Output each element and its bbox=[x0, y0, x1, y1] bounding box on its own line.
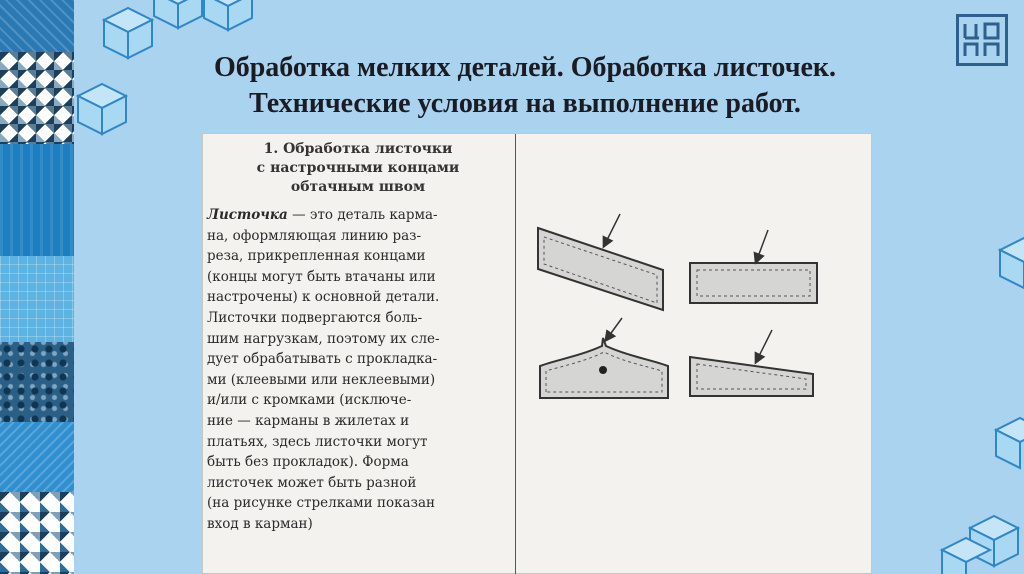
body-line: дует обрабатывать с прокладка- bbox=[207, 351, 438, 368]
body-line: на, оформляющая линию раз- bbox=[207, 227, 422, 244]
pattern-tile bbox=[0, 342, 74, 422]
slide-title bbox=[120, 50, 930, 122]
welt-figures bbox=[516, 134, 872, 574]
title-line-2: Технические условия на выполнение работ. bbox=[249, 88, 801, 119]
section-heading bbox=[207, 140, 509, 197]
body-line: (на рисунке стрелками показан bbox=[207, 495, 435, 512]
body-line-rest: — это деталь карма- bbox=[287, 207, 438, 223]
text-column bbox=[207, 140, 509, 535]
decorative-left-strip bbox=[0, 0, 74, 574]
curved-welt-figure bbox=[540, 318, 668, 398]
body-line: вход в карман) bbox=[207, 515, 313, 532]
body-line: реза, прикрепленная концами bbox=[207, 248, 426, 265]
body-line: настрочены) к основной детали. bbox=[207, 289, 440, 306]
pattern-tile bbox=[0, 492, 74, 574]
slanted-welt-figure bbox=[538, 214, 663, 310]
body-line: (концы могут быть втачаны или bbox=[207, 268, 436, 285]
body-line: Листочки подвергаются боль- bbox=[207, 309, 423, 326]
heading-line: 1. Обработка листочки bbox=[263, 141, 453, 157]
body-line: шим нагрузкам, поэтому их сле- bbox=[207, 330, 440, 347]
heading-line: с настрочными концами bbox=[256, 160, 460, 176]
heading-line: обтачным швом bbox=[290, 179, 426, 195]
pattern-tile bbox=[0, 144, 74, 256]
decorative-cubes-right bbox=[930, 230, 1024, 574]
tapered-welt-figure bbox=[690, 330, 813, 396]
institution-logo-icon bbox=[956, 14, 1008, 66]
body-line: ми (клеевыми или неклеевыми) bbox=[207, 371, 436, 388]
body-line: быть без прокладок). Форма bbox=[207, 454, 409, 471]
pattern-tile bbox=[0, 422, 74, 492]
pattern-tile bbox=[0, 0, 74, 52]
term: Листочка bbox=[207, 207, 288, 223]
body-line: платьях, здесь листочки могут bbox=[207, 433, 428, 450]
body-line bbox=[207, 205, 509, 226]
body-line: и/или с кромками (исключе- bbox=[207, 392, 412, 409]
definition-text bbox=[207, 205, 509, 535]
textbook-scan bbox=[202, 133, 872, 574]
title-line-1: Обработка мелких деталей. Обработка листочек. bbox=[213, 52, 837, 83]
pattern-tile bbox=[0, 256, 74, 342]
pattern-tile bbox=[0, 52, 74, 144]
rectangular-welt-figure bbox=[690, 230, 817, 303]
body-line: ние — карманы в жилетах и bbox=[207, 412, 410, 429]
body-line: листочек может быть разной bbox=[207, 474, 417, 491]
